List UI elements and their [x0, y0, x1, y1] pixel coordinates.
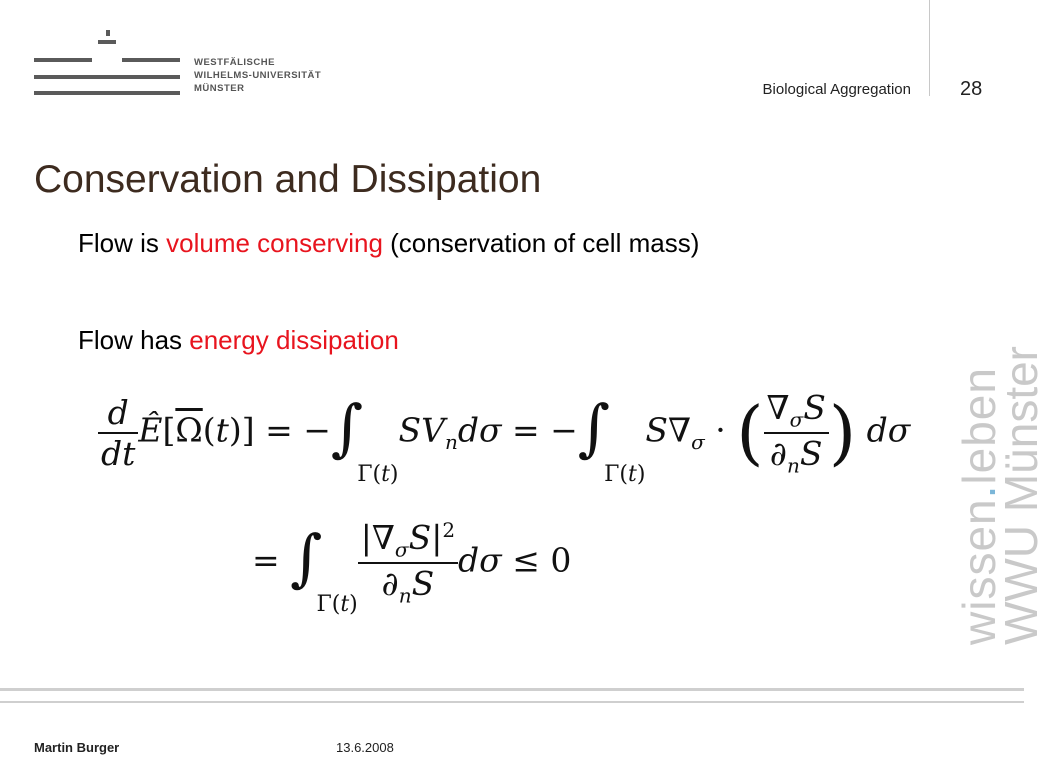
- logo-text: [194, 56, 321, 95]
- bullet-prefix: Flow has: [78, 325, 190, 355]
- branding-leben: leben: [953, 367, 1005, 485]
- header-divider: [929, 0, 930, 96]
- logo-line-1: WESTFÄLISCHE: [194, 57, 275, 68]
- footer-date: 13.6.2008: [336, 740, 394, 755]
- header-title: Biological Aggregation: [762, 81, 911, 98]
- branding-dot: .: [953, 484, 1005, 499]
- branding-wwu-muenster: WWU Münster: [995, 346, 1047, 645]
- page-number: 28: [960, 78, 983, 100]
- bullet-highlight: energy dissipation: [189, 325, 399, 355]
- bullet-suffix: (conservation of cell mass): [382, 228, 700, 258]
- energy-equation-line-2: = $\int_{\Gamma(t)}$ $\frac{|\nabla_\sigma S|^2}{\partial_nS}$ dσ ≤ 0: [252, 518, 572, 617]
- university-logo: [34, 30, 334, 100]
- logo-line-2: WILHELMS-UNIVERSITÄT: [194, 70, 322, 81]
- bullet-prefix: Flow is: [78, 228, 167, 258]
- slide-title: Conservation and Dissipation: [34, 158, 542, 201]
- branding-wissen: wissen: [953, 498, 1005, 645]
- bullet-volume-conserving: [78, 228, 699, 259]
- bullet-energy-dissipation: [78, 325, 399, 356]
- logo-bars-icon: [34, 30, 184, 100]
- logo-line-3: MÜNSTER: [194, 83, 245, 94]
- footer-rules: [0, 688, 1024, 713]
- energy-equation-line-1: $\frac{d}{dt}$ $Ê[\overline{\Omega}(t)] = -\int_{\Gamma(t)}SV_nd\sigma = -\int_{\Gamma(t)}S\nabla_\sigma$ · ( $\frac{\nabla_\sigma S}{\partial_nS}$ ) dσ: [98, 388, 910, 477]
- footer-author: Martin Burger: [34, 740, 120, 755]
- bullet-highlight: volume conserving: [166, 228, 383, 258]
